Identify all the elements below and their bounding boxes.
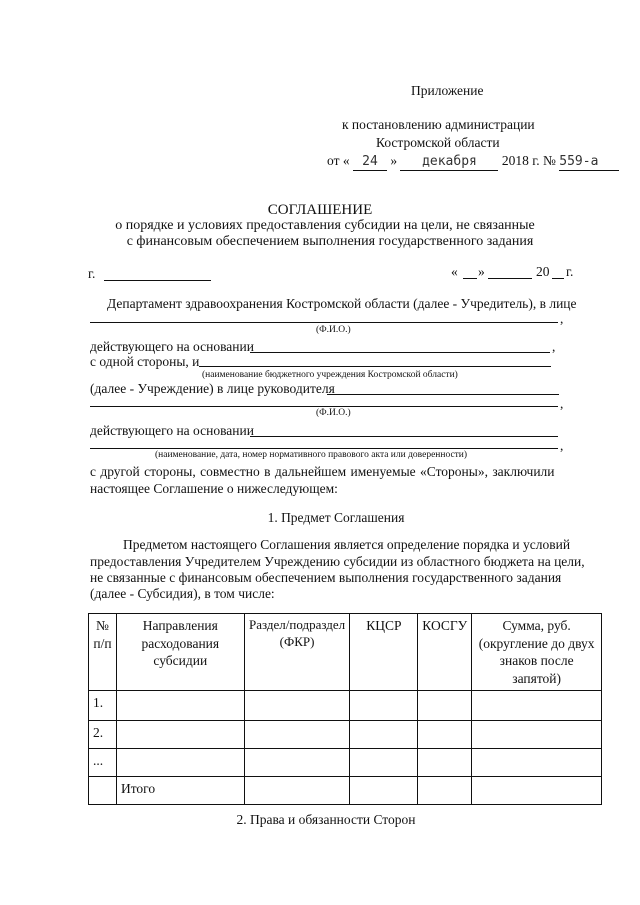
resolution-number: 559-а: [559, 154, 619, 171]
date-year: 2018 г. №: [501, 153, 556, 168]
header-section: Раздел/подраздел (ФКР): [244, 614, 350, 691]
institution-head-blank-2[interactable]: [90, 406, 558, 407]
institution-label: (наименование бюджетного учреждения Костромской области): [202, 370, 458, 380]
date-year-blank[interactable]: [552, 278, 564, 279]
header-kcsr: КЦСР: [350, 614, 418, 691]
cell-directions[interactable]: [116, 721, 244, 749]
cell-section[interactable]: [244, 749, 350, 777]
cell-amount[interactable]: [472, 691, 602, 721]
side-two-line-1: с другой стороны, совместно в дальнейшем именуемые «Стороны», заключили: [90, 464, 555, 479]
table-row: [89, 691, 602, 721]
date-day-blank[interactable]: [463, 278, 477, 279]
subsidy-table: [88, 613, 602, 805]
section-1-paragraph-line-3: не связанные с финансовым обеспечением выполнения государственного задания: [90, 570, 562, 585]
city-blank[interactable]: [104, 280, 211, 281]
date-year-suffix: г.: [566, 264, 574, 279]
comma-3: ,: [560, 396, 564, 411]
table-header-row: [89, 614, 602, 691]
date-prefix: от «: [327, 153, 350, 168]
fio-label-1: (Ф.И.О.): [316, 325, 351, 335]
cell-amount[interactable]: [472, 777, 602, 805]
section-1-paragraph-line-2: предоставления Учредителем Учреждению субсидии из областного бюджета на цели,: [90, 554, 585, 569]
basis-label-1: действующего на основании: [90, 339, 254, 354]
section-1-paragraph-line-4: (далее - Субсидия), в том числе:: [90, 586, 275, 601]
cell-kcsr[interactable]: [350, 777, 418, 805]
row-number: ...: [89, 749, 117, 777]
cell-amount[interactable]: [472, 721, 602, 749]
institution-blank[interactable]: [199, 366, 551, 367]
agreement-subtitle-1: о порядке и условиях предоставления субсидии на цели, не связанные: [115, 218, 535, 233]
cell-kcsr[interactable]: [350, 749, 418, 777]
cell-kcsr[interactable]: [350, 691, 418, 721]
section-1-title: 1. Предмет Соглашения: [267, 510, 405, 525]
basis-blank-1[interactable]: [250, 352, 550, 353]
comma-2: ,: [552, 339, 556, 354]
institution-head-label: (далее - Учреждение) в лице руководителя: [90, 381, 335, 396]
comma-4: ,: [560, 438, 564, 453]
agreement-title: СОГЛАШЕНИЕ: [267, 202, 373, 218]
cell-section[interactable]: [244, 777, 350, 805]
fio-label-2: (Ф.И.О.): [316, 408, 351, 418]
header-kosgu: КОСГУ: [418, 614, 472, 691]
founder-rep-blank[interactable]: [90, 322, 558, 323]
section-1-paragraph-line-1: Предметом настоящего Соглашения является определение порядка и условий: [123, 537, 571, 552]
comma-1: ,: [560, 311, 564, 326]
section-2-title: 2. Права и обязанности Сторон: [236, 812, 416, 827]
date-open: «: [451, 264, 458, 279]
header-amount: Сумма, руб. (округление до двух знаков после запятой): [472, 614, 602, 691]
row-number: [89, 777, 117, 805]
appendix-label: Приложение: [411, 83, 484, 98]
total-label: Итого: [116, 777, 244, 805]
resolution-label: к постановлению администрации: [342, 117, 535, 132]
date-close: »: [478, 264, 485, 279]
cell-kcsr[interactable]: [350, 721, 418, 749]
cell-kosgu[interactable]: [418, 691, 472, 721]
act-label: (наименование, дата, номер нормативного правового акта или доверенности): [155, 450, 468, 460]
date-year-label: 20: [536, 264, 550, 279]
parties-line-1: Департамент здравоохранения Костромской области (далее - Учредитель), в лице: [107, 296, 577, 311]
basis-label-2: действующего на основании: [90, 423, 254, 438]
region-label: Костромской области: [376, 135, 500, 150]
cell-kosgu[interactable]: [418, 749, 472, 777]
table-row: [89, 721, 602, 749]
city-prefix: г.: [88, 266, 96, 281]
side-one-label: с одной стороны, и: [90, 354, 200, 369]
table-total-row: [89, 777, 602, 805]
institution-head-blank[interactable]: [327, 394, 559, 395]
cell-directions[interactable]: [116, 749, 244, 777]
date-day: 24: [353, 154, 387, 171]
resolution-date: [327, 153, 619, 171]
table-row: [89, 749, 602, 777]
side-two-line-2: настоящее Соглашение о нижеследующем:: [90, 481, 338, 496]
date-month: декабря: [400, 154, 498, 171]
basis-blank-3[interactable]: [90, 448, 558, 449]
cell-kosgu[interactable]: [418, 777, 472, 805]
header-directions: Направления расходования субсидии: [116, 614, 244, 691]
row-number: 1.: [89, 691, 117, 721]
cell-directions[interactable]: [116, 691, 244, 721]
date-day-close: »: [390, 153, 398, 168]
cell-section[interactable]: [244, 691, 350, 721]
agreement-subtitle-2: с финансовым обеспечением выполнения государственного задания: [126, 234, 534, 249]
cell-section[interactable]: [244, 721, 350, 749]
header-number: № п/п: [89, 614, 117, 691]
row-number: 2.: [89, 721, 117, 749]
basis-blank-2[interactable]: [250, 436, 558, 437]
cell-kosgu[interactable]: [418, 721, 472, 749]
cell-amount[interactable]: [472, 749, 602, 777]
date-month-blank[interactable]: [488, 278, 532, 279]
